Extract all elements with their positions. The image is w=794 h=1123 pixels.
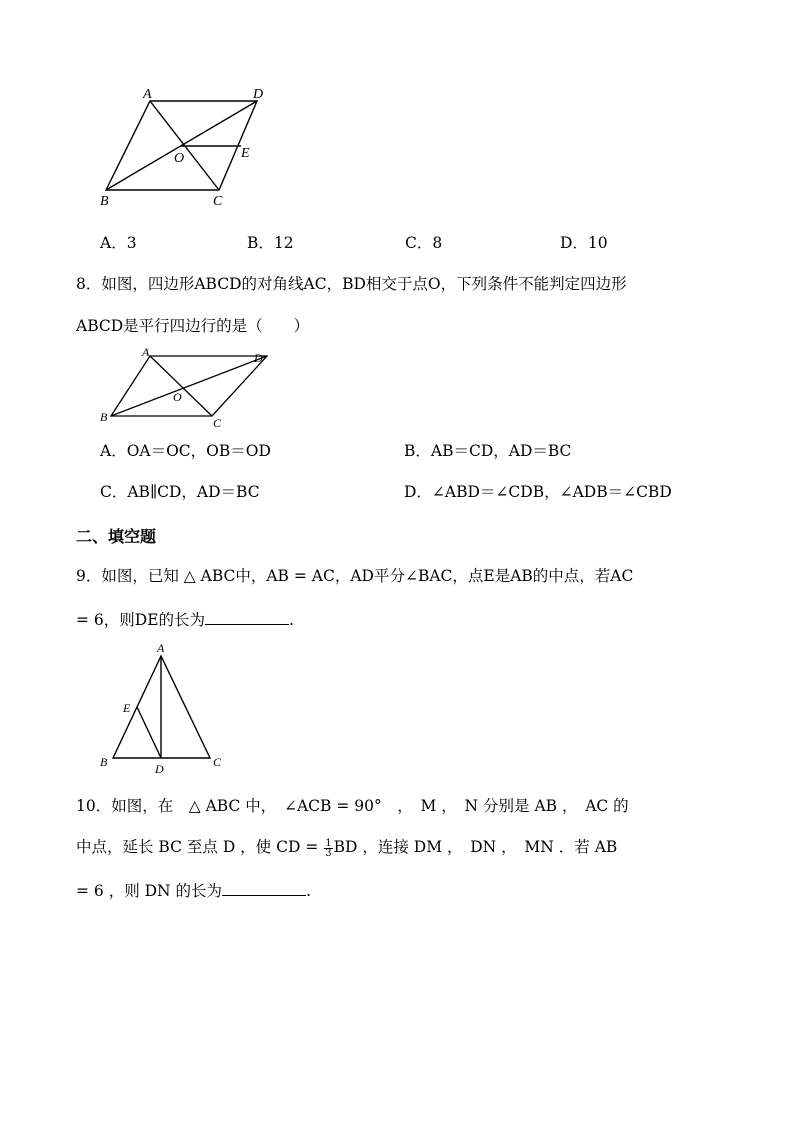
q9-label-d: D — [155, 762, 164, 776]
q7-option-a: A．3 — [100, 234, 137, 252]
q9-segment-de — [137, 707, 161, 758]
q9-label-a: A — [157, 641, 165, 655]
section-fill-in-title: 二、填空题 — [76, 527, 157, 546]
q7-option-b: B．12 — [247, 234, 294, 252]
q9-label-e: E — [123, 701, 131, 715]
q8-label-b: B — [100, 410, 108, 424]
q9-label-c: C — [213, 755, 222, 769]
q10-stem-line2 — [76, 837, 617, 858]
q8-stem-line1: 8．如图，四边形ABCD的对角线AC，BD相交于点O，下列条件不能判定四边形 — [76, 275, 627, 293]
q8-label-c: C — [213, 416, 222, 430]
q8-label-a: A — [142, 345, 150, 359]
q10-stem-end: . — [306, 882, 311, 900]
q9-stem-line1: 9．如图，已知 △ ABC中，AB = AC，AD平分∠BAC，点E是AB的中点，若AC — [76, 567, 634, 585]
q10-stem-line3 — [76, 879, 311, 901]
q9-stem-text: = 6，则DE的长为 — [76, 611, 206, 629]
q9-label-b: B — [100, 755, 108, 769]
q7-label-e: E — [241, 146, 250, 161]
q8-stem-line2: ABCD是平行四边行的是（ ） — [76, 317, 310, 335]
q10-answer-blank[interactable] — [222, 879, 306, 896]
q7-label-d: D — [253, 87, 264, 102]
q7-label-b: B — [100, 194, 109, 209]
q10-fraction-numerator: 1 — [325, 837, 332, 849]
q10-stem-text-c: = 6 ，则 DN 的长为 — [76, 882, 223, 900]
q7-option-c: C．8 — [405, 234, 443, 252]
q7-label-o: O — [174, 151, 185, 166]
q7-label-a: A — [143, 87, 152, 102]
q8-option-b: B．AB＝CD，AD＝BC — [404, 442, 572, 460]
q8-option-a: A．OA＝OC，OB＝OD — [100, 442, 271, 460]
q8-option-d: D．∠ABD＝∠CDB，∠ADB＝∠CBD — [404, 483, 672, 501]
q9-stem-end: . — [289, 611, 294, 629]
q10-stem-text-a: 中点，延长 BC 至点 D ，使 CD = — [76, 838, 324, 856]
q7-label-c: C — [213, 194, 223, 209]
q8-label-o: O — [173, 390, 182, 404]
q10-stem-text-b: BD ，连接 DM ， DN ， MN ．若 AB — [333, 838, 618, 856]
q10-fraction-denominator: 3 — [325, 847, 332, 859]
q10-fraction — [324, 839, 332, 858]
q7-option-d: D．10 — [560, 234, 608, 252]
q8-option-c: C．AB∥CD，AD＝BC — [100, 483, 260, 501]
q10-stem-line1: 10．如图，在 △ ABC 中， ∠ACB = 90° ， M ， N 分别是 AB ， AC 的 — [76, 797, 629, 815]
q8-label-d: D — [254, 351, 263, 365]
